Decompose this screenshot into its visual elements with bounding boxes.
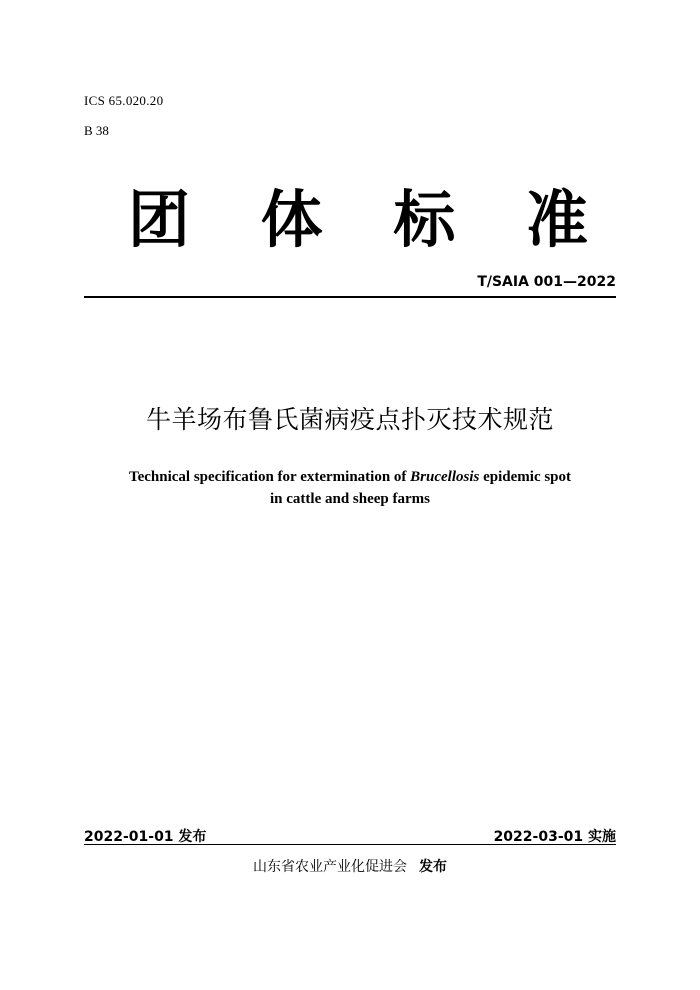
ccs-code: B 38 — [84, 123, 109, 138]
title-char-3: 标 — [393, 183, 456, 256]
english-title-part-2: epidemic spot — [479, 469, 572, 485]
english-title-line-1 — [0, 466, 700, 488]
header-divider — [84, 296, 616, 298]
date-row — [84, 826, 616, 846]
publish-date: 2022-01-01 发布 — [84, 829, 207, 845]
ics-code: ICS 65.020.20 — [84, 93, 164, 108]
implement-date: 2022-03-01 实施 — [493, 829, 616, 845]
publisher-action: 发布 — [419, 859, 447, 875]
title-char-1: 团 — [128, 183, 191, 256]
standard-type-title — [128, 180, 588, 260]
title-char-2: 体 — [260, 183, 323, 256]
standard-number: T/SAIA 001—2022 — [477, 274, 616, 290]
publisher-line — [0, 856, 700, 876]
english-title-line-2: in cattle and sheep farms — [270, 491, 430, 507]
english-title — [0, 466, 700, 510]
english-title-part-1: Technical specification for extermination of — [128, 469, 411, 485]
english-title-italic: Brucellosis — [410, 469, 480, 485]
title-char-4: 准 — [525, 183, 588, 256]
publisher-name: 山东省农业产业化促进会 — [253, 859, 407, 875]
footer-divider — [84, 844, 616, 845]
chinese-title: 牛羊场布鲁氏菌病疫点扑灭技术规范 — [145, 405, 554, 434]
